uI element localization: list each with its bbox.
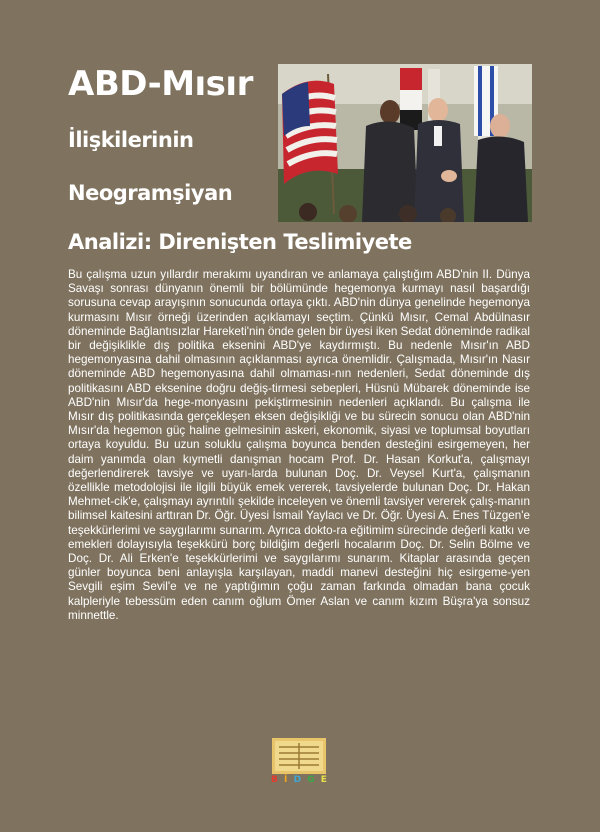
title-line-2: İlişkilerinin <box>68 128 194 152</box>
books-icon <box>271 737 327 775</box>
logo-letter: E <box>320 775 327 785</box>
title-line-3: Neogramşiyan <box>68 181 233 205</box>
logo-letters <box>271 775 327 785</box>
title-line-1: ABD-Mısır <box>68 64 253 104</box>
people-figures <box>362 98 528 222</box>
title-line-4: Analizi: Direnişten Teslimiyete <box>68 230 412 254</box>
logo-letter: D <box>293 775 302 785</box>
cover-photo <box>278 64 532 222</box>
logo-letter: B <box>271 775 278 785</box>
handshake-photo-illustration <box>278 64 532 222</box>
publisher-logo <box>271 737 327 789</box>
egypt-flag-icon <box>400 68 422 130</box>
logo-letter: G <box>307 775 315 785</box>
back-cover-text: Bu çalışma uzun yıllardır merakımı uyandıran ve anlamaya çalıştığım ABD'nin II. Dünya Savaşı sonrası dünyanın önemli bir bölümünde hegemonya kurmayı nasıl başardığı sorusuna cevap arayışının sonucunda ortaya çıktı. ABD'nin dünya genelinde hegemonya kurmasını Mısır örneği üzerinden açıklamayı seçtim. Çünkü Mısır, Cemal Abdülnasır döneminde Bağlantısızlar Hareketi'nin önde gelen bir üyesi iken Sedat döneminde radikal bir değişiklikle dış politika eksenini ABD'ye kaydırmıştı. Bu nedenle Mısır'ın ABD hegemonyasına dahil olmasının açıklanması ayrıca önemlidir. Çalışmada, Mısır'ın Nasır döneminde ABD hegemonyasına dahil olmaması-nın nedenleri, Sedat döneminde dış politikasını ABD eksenine doğru değiş-tirmesi sebepleri, Hüsnü Mübarek döneminde ise ABD'nin Mısır'da hege-monyasını pekiştirmesinin nedenleri açıklandı. Bu çalışma ile Mısır dış politikasında gerçekleşen eksen değişikliği ve bu sürecin sonucu olan ABD'nin Mısır'da hegemon güç haline gelmesinin askeri, ekonomik, siyasi ve toplumsal boyutları ortaya koyuldu. Bu uzun soluklu çalışma boyunca benden desteğini esirgemeyen, her daim yanımda olan kıymetli danışman hocam Prof. Dr. Hasan Korkut'a, çalışmayı değerlendirerek tavsiye ve uyarı-larda bulunan Doç. Dr. Veysel Kurt'a, çalışmanın özellikle metodolojisi ile ilgili büyük emek vererek, tavsiyelerde bulunan Doç. Dr. Hakan Mehmet-cik'e, çalışmayı ayrıntılı şekilde inceleyen ve önemli tavsiyer vererek çalış-manın bilimsel kaitesini arttıran Dr. Öğr. Üyesi İsmail Yaylacı ve Dr. Öğr. Üyesi A. Enes Tüzgen'e teşekkürlerimi ve saygılarımı sunarım. Ayrıca dokto-ra eğitimim sürecinde değerli katkı ve emekleri dolayısıyla teşekkürü borç bildiğim değerli hocalarım Doç. Dr. Selin Bölme ve Doç. Dr. Ali Erken'e teşekkürlerimi ve saygılarımı sunarım. Kitaplar arasında geçen günler boyunca beni anlayışla karşılayan, maddi manevi desteğini hiç esirgeme-yen Sevgili eşim Sevil'e ve ne yaptığımın çoğu zaman farkında olmadan bana çocuk kalpleriyle tebessüm eden canım oğlum Ömer Aslan ve canım kızım Büşra'ya sonsuz minnettle. <box>68 268 530 622</box>
logo-letter: İ <box>284 775 288 785</box>
